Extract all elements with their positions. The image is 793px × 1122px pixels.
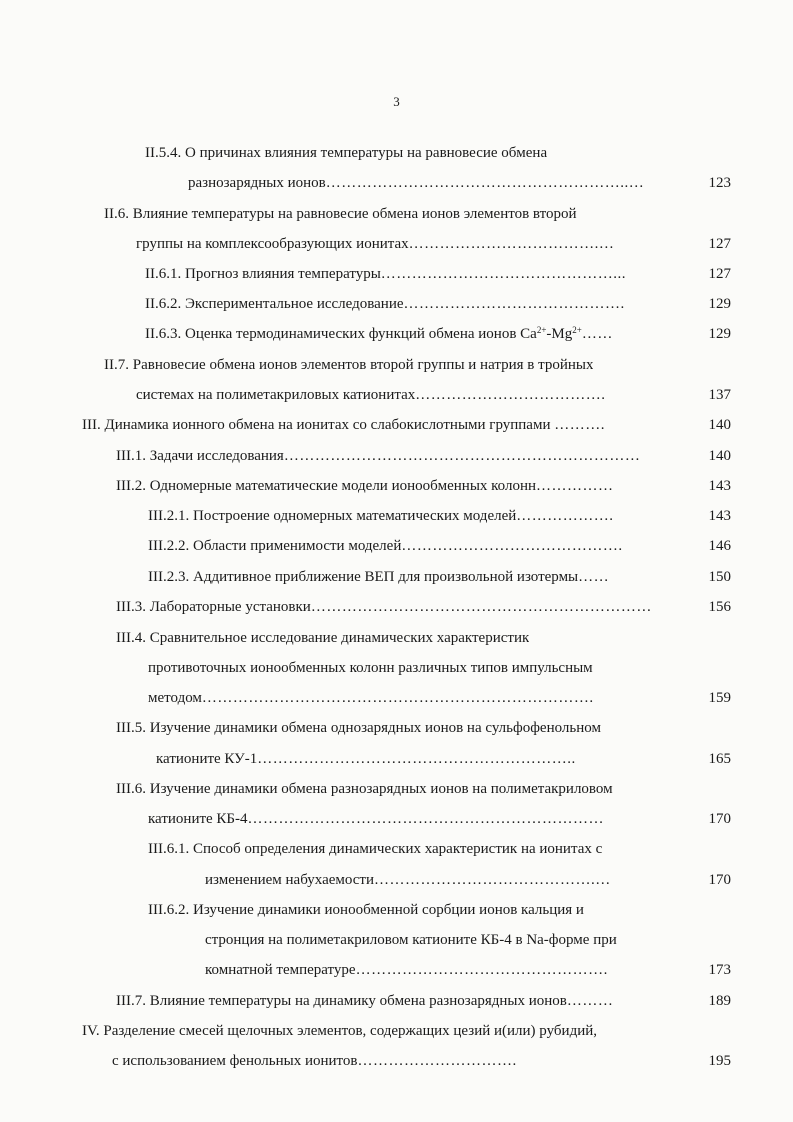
toc-leader: ……………………………….…	[408, 236, 615, 252]
toc-page-number: 150	[708, 569, 731, 585]
toc-entry-title: системах на полиметакриловых катионитах	[136, 387, 416, 403]
toc-page-number: 173	[708, 962, 731, 978]
toc-page-number: 129	[708, 296, 731, 312]
toc-page-number: 146	[708, 538, 731, 554]
toc-page-number: 165	[708, 751, 731, 767]
toc-entry-title: III.5. Изучение динамики обмена однозарядных ионов на сульфофенольном	[116, 720, 601, 736]
toc-entry-title: II.6.1. Прогноз влияния температуры	[145, 266, 381, 282]
toc-page-number: 127	[708, 266, 731, 282]
toc-entry-title: III.2. Одномерные математические модели ионообменных колонн	[116, 478, 537, 494]
toc-page-number: 159	[708, 690, 731, 706]
toc-leader: ………………………………………...	[380, 266, 627, 282]
toc-entry-title: комнатной температуре	[205, 962, 356, 978]
toc-entry-title: II.6.2. Экспериментальное исследование	[145, 296, 404, 312]
toc-page-number: 127	[708, 236, 731, 252]
toc-page-number: 137	[708, 387, 731, 403]
toc-entry-title: катионите КБ-4	[148, 811, 248, 827]
toc-leader: ………	[566, 993, 614, 1009]
toc-page-number: 140	[708, 448, 731, 464]
toc-entry-title: группы на комплексообразующих ионитах	[136, 236, 409, 252]
toc-entry-title: изменением набухаемости	[205, 872, 374, 888]
toc-leader: ……	[581, 326, 613, 342]
toc-leader: ………………………….	[357, 1053, 517, 1069]
toc-entry-title: с использованием фенольных ионитов	[112, 1053, 358, 1069]
toc-entry-title: III.7. Влияние температуры на динамику обмена разнозарядных ионов	[116, 993, 567, 1009]
toc-leader: ……………………………………………………..	[257, 751, 576, 767]
toc-page-number: 143	[708, 508, 731, 524]
toc-leader: …………………………………………………..…	[325, 175, 645, 191]
toc-entry-title: III.6.1. Способ определения динамических характеристик на ионитах с	[148, 841, 603, 857]
toc-entry-title: стронция на полиметакриловом катионите КБ-4 в Na-форме при	[205, 932, 617, 948]
toc-page-number: 170	[708, 811, 731, 827]
toc-page-number: 195	[708, 1053, 731, 1069]
toc-page-number: 156	[708, 599, 731, 615]
toc-leader: …………………………………………………………	[310, 599, 652, 615]
toc-leader: ………………………………………………………………….	[201, 690, 594, 706]
superscript: 2+	[536, 325, 547, 335]
toc-page-number: 189	[708, 993, 731, 1009]
toc-leader: ……………………………………………………………	[283, 448, 641, 464]
toc-entry-title: катионите КУ-1	[156, 751, 258, 767]
toc-entry-title: III.3. Лабораторные установки	[116, 599, 311, 615]
toc-page-number: 140	[708, 417, 731, 433]
toc-entry-title: III.2.1. Построение одномерных математических моделей	[148, 508, 517, 524]
toc-entry-title: разнозарядных ионов	[188, 175, 326, 191]
toc-entry-title: противоточных ионообменных колонн различных типов импульсным	[148, 660, 593, 676]
toc-entry-title: II.7. Равновесие обмена ионов элементов второй группы и натрия в тройных	[104, 357, 594, 373]
toc-entry-title: III. Динамика ионного обмена на ионитах со слабокислотными группами	[82, 417, 551, 433]
superscript: 2+	[572, 325, 582, 335]
toc-leader: …………………………………….…	[374, 872, 611, 888]
toc-entry-title: III.2.3. Аддитивное приближение ВЕП для произвольной изотермы	[148, 569, 579, 585]
toc-entry-title: IV. Разделение смесей щелочных элементов, содержащих цезий и(или) рубидий,	[82, 1023, 598, 1039]
toc-entry-title: III.4. Сравнительное исследование динамических характеристик	[116, 630, 530, 646]
toc-entry-title: III.6.2. Изучение динамики ионообменной сорбции ионов кальция и	[148, 902, 584, 918]
toc-leader: ……………………………………………………………	[247, 811, 605, 827]
toc-leader: …………………………………….	[401, 538, 623, 554]
toc-page-number: 170	[708, 872, 731, 888]
toc-page-number: 123	[708, 175, 731, 191]
toc-page-number: 129	[708, 326, 731, 342]
toc-entry-title: III.6. Изучение динамики обмена разнозарядных ионов на полиметакриловом	[116, 781, 613, 797]
toc-leader: ……………….	[516, 508, 614, 524]
toc-leader: ……….	[554, 417, 605, 433]
toc-entry-title: III.2.2. Области применимости моделей	[148, 538, 402, 554]
toc-entry-title: II.6. Влияние температуры на равновесие обмена ионов элементов второй	[104, 206, 577, 222]
toc-entry-title-ion: -Mg	[546, 326, 573, 342]
page-number: 3	[393, 94, 400, 109]
toc-entry-title: II.5.4. О причинах влияния температуры на равновесие обмена	[145, 145, 548, 161]
toc-entry-title: методом	[148, 690, 202, 706]
toc-entry-title: II.6.3. Оценка термодинамических функций обмена ионов Ca	[145, 326, 537, 342]
toc-leader: ……………	[536, 478, 614, 494]
toc-leader: ………………………………………….	[355, 962, 608, 978]
toc-leader: ……	[578, 569, 610, 585]
toc-leader: ……………………………….	[415, 387, 606, 403]
toc-entry-title: III.1. Задачи исследования	[116, 448, 284, 464]
toc-page-number: 143	[708, 478, 731, 494]
toc-leader: …………………………………….	[403, 296, 625, 312]
